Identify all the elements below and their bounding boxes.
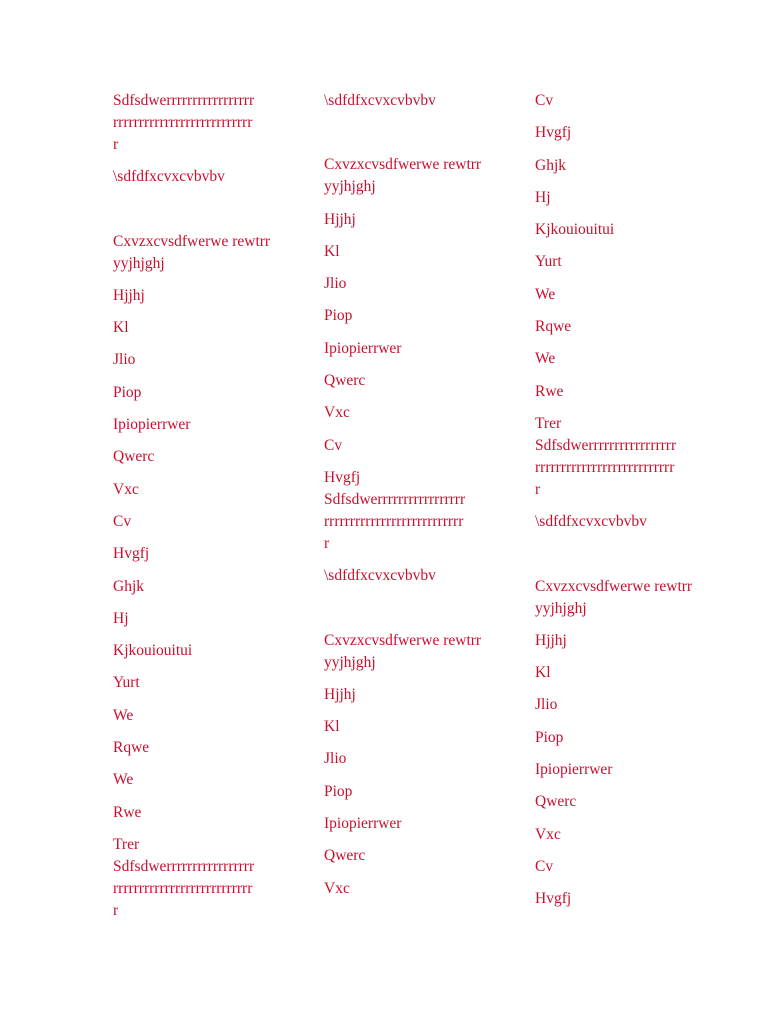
text-paragraph: Hvgfj [535,124,572,142]
text-paragraph: Yurt [113,674,140,692]
text-paragraph: Cxvzxcvsdfwerwe rewtrryyjhjghj [535,577,693,617]
text-paragraph: Kjkouiouitui [113,642,193,660]
text-paragraph: We [113,706,134,724]
text-paragraph: Hjjhj [324,210,356,228]
text-paragraph: We [535,285,556,303]
text-paragraph: Kl [535,664,551,682]
text-paragraph: Ghjk [535,156,566,174]
text-paragraph: \sdfdfxcvxcvbvbv [535,513,647,531]
text-paragraph: Piop [324,782,353,800]
text-paragraph: Jlio [113,351,136,369]
text-paragraph: Kl [324,718,340,736]
text-column-1 [113,90,273,932]
text-paragraph: Cxvzxcvsdfwerwe rewtrryyjhjghj [324,156,482,196]
text-paragraph: Yurt [535,253,562,271]
text-paragraph: Cv [113,512,132,530]
text-paragraph: Jlio [535,696,558,714]
text-paragraph: Sdfsdwerrrrrrrrrrrrrrrrrrrrrrrrrrrrrrrrrrrrrrrrrrrrr [113,857,255,919]
text-paragraph: Sdfsdwerrrrrrrrrrrrrrrrrrrrrrrrrrrrrrrrrrrrrrrrrrrrr [535,436,677,498]
text-paragraph: Ipiopierrwer [113,416,191,434]
text-paragraph: Vxc [535,825,561,843]
text-paragraph: Jlio [324,750,347,768]
text-paragraph: Piop [113,383,142,401]
text-paragraph: Jlio [324,275,347,293]
text-paragraph: Rqwe [113,739,150,757]
text-paragraph: \sdfdfxcvxcvbvbv [324,92,436,109]
text-paragraph: Rqwe [535,318,572,336]
text-paragraph: Hjjhj [535,631,567,649]
text-paragraph: Qwerc [535,793,577,811]
text-paragraph: Vxc [324,404,350,422]
text-paragraph: Vxc [113,480,139,498]
text-paragraph: Sdfsdwerrrrrrrrrrrrrrrrrrrrrrrrrrrrrrrrrrrrrrrrrrrrr [324,490,466,552]
blank-line [535,544,695,576]
text-column-2 [324,90,484,910]
text-paragraph: \sdfdfxcvxcvbvbv [324,567,436,585]
text-paragraph: Trer [113,835,140,853]
text-paragraph: Rwe [535,382,564,400]
text-paragraph: Kjkouiouitui [535,221,615,239]
text-paragraph: We [113,771,134,789]
text-paragraph: Hjjhj [324,685,356,703]
text-paragraph: Cv [324,436,343,454]
text-paragraph: Piop [324,307,353,325]
text-paragraph: Sdfsdwerrrrrrrrrrrrrrrrrrrrrrrrrrrrrrrrrrrrrrrrrrrrr [113,92,255,153]
text-paragraph: Hj [113,609,129,627]
text-paragraph: Qwerc [324,372,366,390]
text-paragraph: Hvgfj [535,890,572,908]
text-paragraph: We [535,350,556,368]
text-paragraph: Hj [535,188,551,206]
text-paragraph: Ipiopierrwer [535,761,613,779]
text-paragraph: Qwerc [113,448,155,466]
text-paragraph: Rwe [113,803,142,821]
blank-line [113,199,273,231]
text-paragraph: Qwerc [324,847,366,865]
text-paragraph: Cv [535,857,554,875]
text-paragraph: Ghjk [113,577,144,595]
text-column-3 [535,90,695,921]
text-paragraph: Cxvzxcvsdfwerwe rewtrryyjhjghj [113,232,271,272]
text-paragraph: Hvgfj [113,545,150,563]
text-paragraph: Ipiopierrwer [324,815,402,833]
text-paragraph: Hvgfj [324,468,361,486]
text-paragraph: \sdfdfxcvxcvbvbv [113,168,225,186]
blank-line [324,122,484,154]
text-paragraph: Piop [535,728,564,746]
text-paragraph: Hjjhj [113,286,145,304]
text-paragraph: Ipiopierrwer [324,339,402,357]
text-paragraph: Trer [535,414,562,432]
text-paragraph: Kl [113,319,129,337]
text-paragraph: Cv [535,92,554,109]
blank-line [324,598,484,630]
text-paragraph: Cxvzxcvsdfwerwe rewtrryyjhjghj [324,631,482,671]
text-paragraph: Vxc [324,879,350,897]
text-paragraph: Kl [324,242,340,260]
